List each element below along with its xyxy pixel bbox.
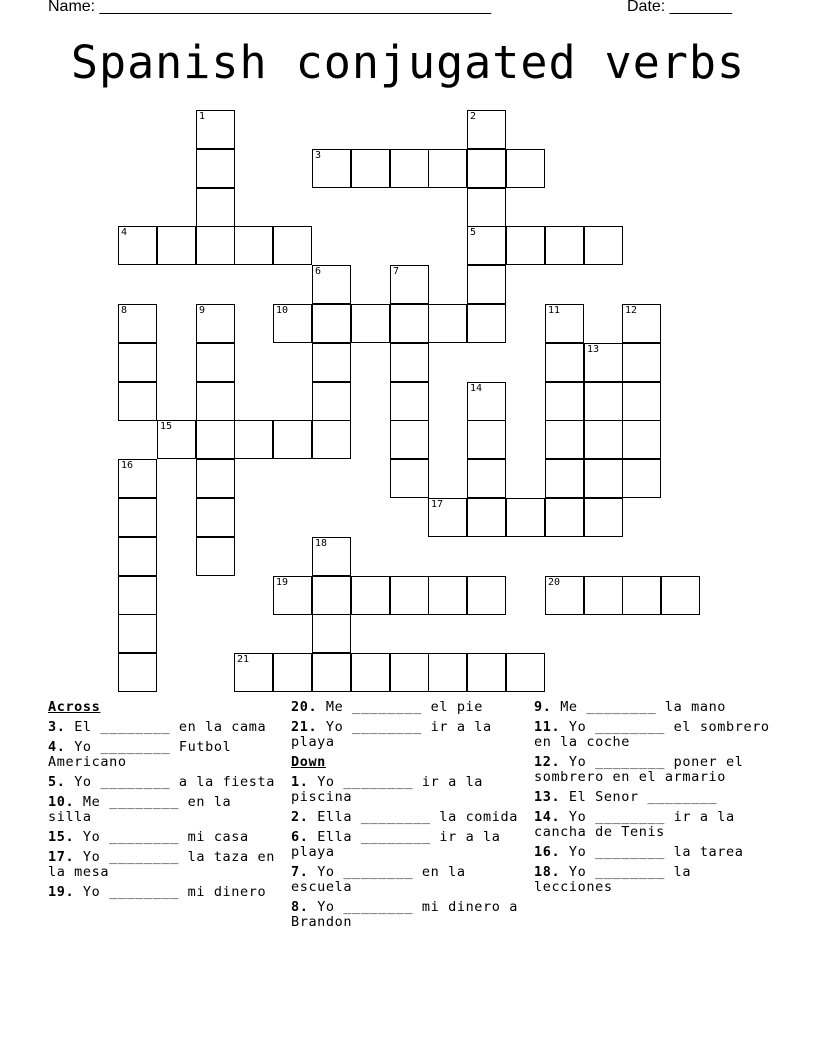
grid-cell[interactable]	[545, 226, 584, 265]
grid-cell[interactable]	[545, 498, 584, 537]
grid-cell[interactable]	[118, 226, 157, 265]
grid-cell[interactable]	[118, 653, 157, 692]
clue-number: 16.	[534, 844, 561, 860]
grid-cell[interactable]	[390, 576, 429, 615]
grid-cell[interactable]	[196, 110, 235, 149]
grid-cell[interactable]	[312, 653, 351, 692]
grid-cell[interactable]	[118, 382, 157, 421]
grid-cell[interactable]	[196, 149, 235, 188]
grid-cell[interactable]	[428, 304, 467, 343]
clue-text: Yo ________ en la escuela	[291, 864, 475, 895]
clue-number: 2.	[291, 809, 309, 825]
clue-number: 14	[470, 383, 483, 394]
grid-cell[interactable]	[467, 265, 506, 304]
grid-cell[interactable]	[545, 304, 584, 343]
clue-number: 8.	[291, 899, 309, 915]
clue-text: Yo ________ Futbol Americano	[48, 739, 241, 770]
grid-cell[interactable]	[545, 420, 584, 459]
clue-text: Yo ________ la taza en la mesa	[48, 849, 284, 880]
clue-number: 1.	[291, 774, 309, 790]
clue-number: 21.	[291, 719, 318, 735]
grid-cell[interactable]	[467, 382, 506, 421]
grid-cell[interactable]	[312, 576, 351, 615]
grid-cell[interactable]	[390, 304, 429, 343]
grid-cell[interactable]	[351, 576, 390, 615]
clue-text: Yo ________ mi dinero	[74, 884, 267, 900]
clue-number: 8	[121, 305, 128, 316]
clue-number: 10	[276, 305, 289, 316]
clue-column-3	[534, 699, 779, 900]
grid-cell[interactable]	[545, 382, 584, 421]
clue-number: 12.	[534, 754, 561, 770]
clue-text: El Senor ________	[560, 789, 718, 805]
grid-cell[interactable]	[622, 459, 661, 498]
grid-cell[interactable]	[312, 265, 351, 304]
clue	[291, 775, 521, 805]
clue	[48, 795, 278, 825]
grid-cell[interactable]	[312, 537, 351, 576]
grid-cell[interactable]	[428, 498, 467, 537]
grid-cell[interactable]	[312, 343, 351, 382]
clue-number: 20	[548, 577, 561, 588]
grid-cell[interactable]	[584, 576, 623, 615]
clue-number: 20.	[291, 699, 318, 715]
clue-number: 17.	[48, 849, 75, 865]
grid-cell[interactable]	[584, 420, 623, 459]
clue-text: Yo ________ a la fiesta	[65, 774, 275, 790]
grid-cell[interactable]	[196, 420, 235, 459]
grid-cell[interactable]	[622, 304, 661, 343]
clue	[534, 719, 779, 750]
grid-cell[interactable]	[312, 382, 351, 421]
grid-cell[interactable]	[584, 343, 623, 382]
grid-cell[interactable]	[157, 226, 196, 265]
clue-text: El ________ en la cama	[65, 719, 267, 735]
clue	[534, 810, 774, 840]
grid-cell[interactable]	[312, 149, 351, 188]
grid-cell[interactable]	[390, 420, 429, 459]
grid-cell[interactable]	[390, 265, 429, 304]
grid-cell[interactable]	[506, 653, 545, 692]
clue-number: 15	[160, 421, 173, 432]
clue-number: 1	[199, 111, 206, 122]
down-heading: Down	[291, 754, 326, 770]
grid-cell[interactable]	[428, 576, 467, 615]
grid-cell[interactable]	[196, 459, 235, 498]
clue-text: Yo ________ mi dinero a Brandon	[291, 899, 527, 930]
clue-number: 13.	[534, 789, 561, 805]
clue-number: 3.	[48, 719, 66, 735]
clue-text: Yo ________ ir a la piscina	[291, 774, 492, 805]
clue-number: 16	[121, 460, 134, 471]
grid-cell[interactable]	[467, 304, 506, 343]
grid-cell[interactable]	[351, 304, 390, 343]
clue-text: Yo ________ ir a la cancha de Tenis	[534, 809, 744, 840]
grid-cell[interactable]	[312, 420, 351, 459]
clue-text: Yo ________ ir a la playa	[291, 719, 501, 750]
grid-cell[interactable]	[390, 149, 429, 188]
clue-number: 6	[315, 266, 322, 277]
date-field-label[interactable]: Date: _______	[627, 0, 732, 15]
grid-cell[interactable]	[273, 653, 312, 692]
clue	[48, 740, 278, 770]
clue	[534, 865, 774, 895]
clue-number: 11	[548, 305, 561, 316]
name-field-label[interactable]: Name: ____________________________________________	[48, 0, 492, 15]
grid-cell[interactable]	[467, 188, 506, 227]
clue-text: Yo ________ mi casa	[74, 829, 249, 845]
clue-column-2	[291, 699, 527, 935]
clue-number: 18.	[534, 864, 561, 880]
grid-cell[interactable]	[428, 149, 467, 188]
grid-cell[interactable]	[467, 226, 506, 265]
clue-number: 3	[315, 150, 322, 161]
clue	[534, 790, 774, 805]
clue-number: 18	[315, 538, 328, 549]
grid-cell[interactable]	[157, 420, 196, 459]
grid-cell[interactable]	[273, 226, 312, 265]
clue	[48, 849, 284, 880]
clue	[534, 755, 774, 785]
clue-number: 17	[431, 499, 444, 510]
grid-cell[interactable]	[390, 382, 429, 421]
clue-number: 9	[199, 305, 206, 316]
clue	[291, 810, 521, 825]
clue-number: 14.	[534, 809, 561, 825]
clue-text: Me ________ el pie	[317, 699, 484, 715]
clue-column-1	[48, 699, 284, 905]
grid-cell[interactable]	[273, 420, 312, 459]
grid-cell[interactable]	[273, 304, 312, 343]
grid-cell[interactable]	[118, 576, 157, 615]
grid-cell[interactable]	[661, 576, 700, 615]
grid-cell[interactable]	[234, 420, 273, 459]
clue-text: Yo ________ el sombrero en la coche	[534, 719, 779, 750]
clue-number: 2	[470, 111, 477, 122]
clue-number: 7	[393, 266, 400, 277]
grid-cell[interactable]	[196, 537, 235, 576]
clue-number: 7.	[291, 864, 309, 880]
grid-cell[interactable]	[584, 226, 623, 265]
clue-number: 19.	[48, 884, 75, 900]
grid-cell[interactable]	[196, 304, 235, 343]
grid-cell[interactable]	[467, 110, 506, 149]
clue-text: Ella ________ ir a la playa	[291, 829, 510, 860]
grid-cell[interactable]	[196, 498, 235, 537]
grid-cell[interactable]	[506, 226, 545, 265]
grid-cell[interactable]	[622, 343, 661, 382]
across-heading: Across	[48, 699, 101, 715]
grid-cell[interactable]	[545, 576, 584, 615]
grid-cell[interactable]	[584, 498, 623, 537]
grid-cell[interactable]	[622, 382, 661, 421]
grid-cell[interactable]	[312, 614, 351, 653]
grid-cell[interactable]	[584, 382, 623, 421]
clue-number: 19	[276, 577, 289, 588]
grid-cell[interactable]	[390, 459, 429, 498]
clue	[48, 720, 278, 735]
clue	[291, 720, 521, 750]
grid-cell[interactable]	[118, 498, 157, 537]
clue	[291, 700, 521, 715]
grid-cell[interactable]	[467, 420, 506, 459]
clue	[534, 845, 774, 860]
grid-cell[interactable]	[118, 343, 157, 382]
clue-number: 21	[237, 654, 250, 665]
clue-text: Yo ________ poner el sombrero en el armario	[534, 754, 753, 785]
clue-text: Me ________ en la silla	[48, 794, 241, 825]
grid-cell[interactable]	[390, 343, 429, 382]
clue-text: Yo ________ la tarea	[560, 844, 744, 860]
grid-cell[interactable]	[467, 459, 506, 498]
grid-cell[interactable]	[118, 614, 157, 653]
grid-cell[interactable]	[545, 459, 584, 498]
grid-cell[interactable]	[196, 188, 235, 227]
clue-text: Ella ________ la comida	[308, 809, 518, 825]
grid-cell[interactable]	[506, 498, 545, 537]
clue-number: 4.	[48, 739, 66, 755]
grid-cell[interactable]	[428, 653, 467, 692]
clue-number: 15.	[48, 829, 75, 845]
clue-number: 6.	[291, 829, 309, 845]
grid-cell[interactable]	[467, 149, 506, 188]
grid-cell[interactable]	[118, 537, 157, 576]
clue	[291, 865, 521, 895]
clue	[534, 700, 774, 715]
grid-cell[interactable]	[390, 653, 429, 692]
clue-number: 5	[470, 227, 477, 238]
clue-number: 4	[121, 227, 128, 238]
grid-cell[interactable]	[584, 459, 623, 498]
grid-cell[interactable]	[351, 653, 390, 692]
clue-text: Me ________ la mano	[551, 699, 727, 715]
grid-cell[interactable]	[351, 149, 390, 188]
grid-cell[interactable]	[196, 226, 235, 265]
grid-cell[interactable]	[312, 304, 351, 343]
clue	[48, 775, 278, 790]
page-title: Spanish conjugated verbs	[70, 36, 746, 89]
grid-cell[interactable]	[622, 576, 661, 615]
grid-cell[interactable]	[273, 576, 312, 615]
clue	[291, 899, 527, 930]
grid-cell[interactable]	[196, 382, 235, 421]
clue-number: 10.	[48, 794, 75, 810]
clue-number: 13	[587, 344, 600, 355]
grid-cell[interactable]	[234, 653, 273, 692]
grid-cell[interactable]	[118, 459, 157, 498]
grid-cell[interactable]	[467, 576, 506, 615]
grid-cell[interactable]	[622, 420, 661, 459]
grid-cell[interactable]	[118, 304, 157, 343]
grid-cell[interactable]	[467, 498, 506, 537]
grid-cell[interactable]	[545, 343, 584, 382]
clue-number: 5.	[48, 774, 66, 790]
grid-cell[interactable]	[506, 149, 545, 188]
clue	[48, 885, 278, 900]
grid-cell[interactable]	[234, 226, 273, 265]
clue	[291, 830, 521, 860]
clue-number: 9.	[534, 699, 552, 715]
clue-number: 12	[625, 305, 638, 316]
grid-cell[interactable]	[196, 343, 235, 382]
grid-cell[interactable]	[467, 653, 506, 692]
clue	[48, 830, 278, 845]
clue-text: Yo ________ la lecciones	[534, 864, 700, 895]
clue-number: 11.	[534, 719, 561, 735]
